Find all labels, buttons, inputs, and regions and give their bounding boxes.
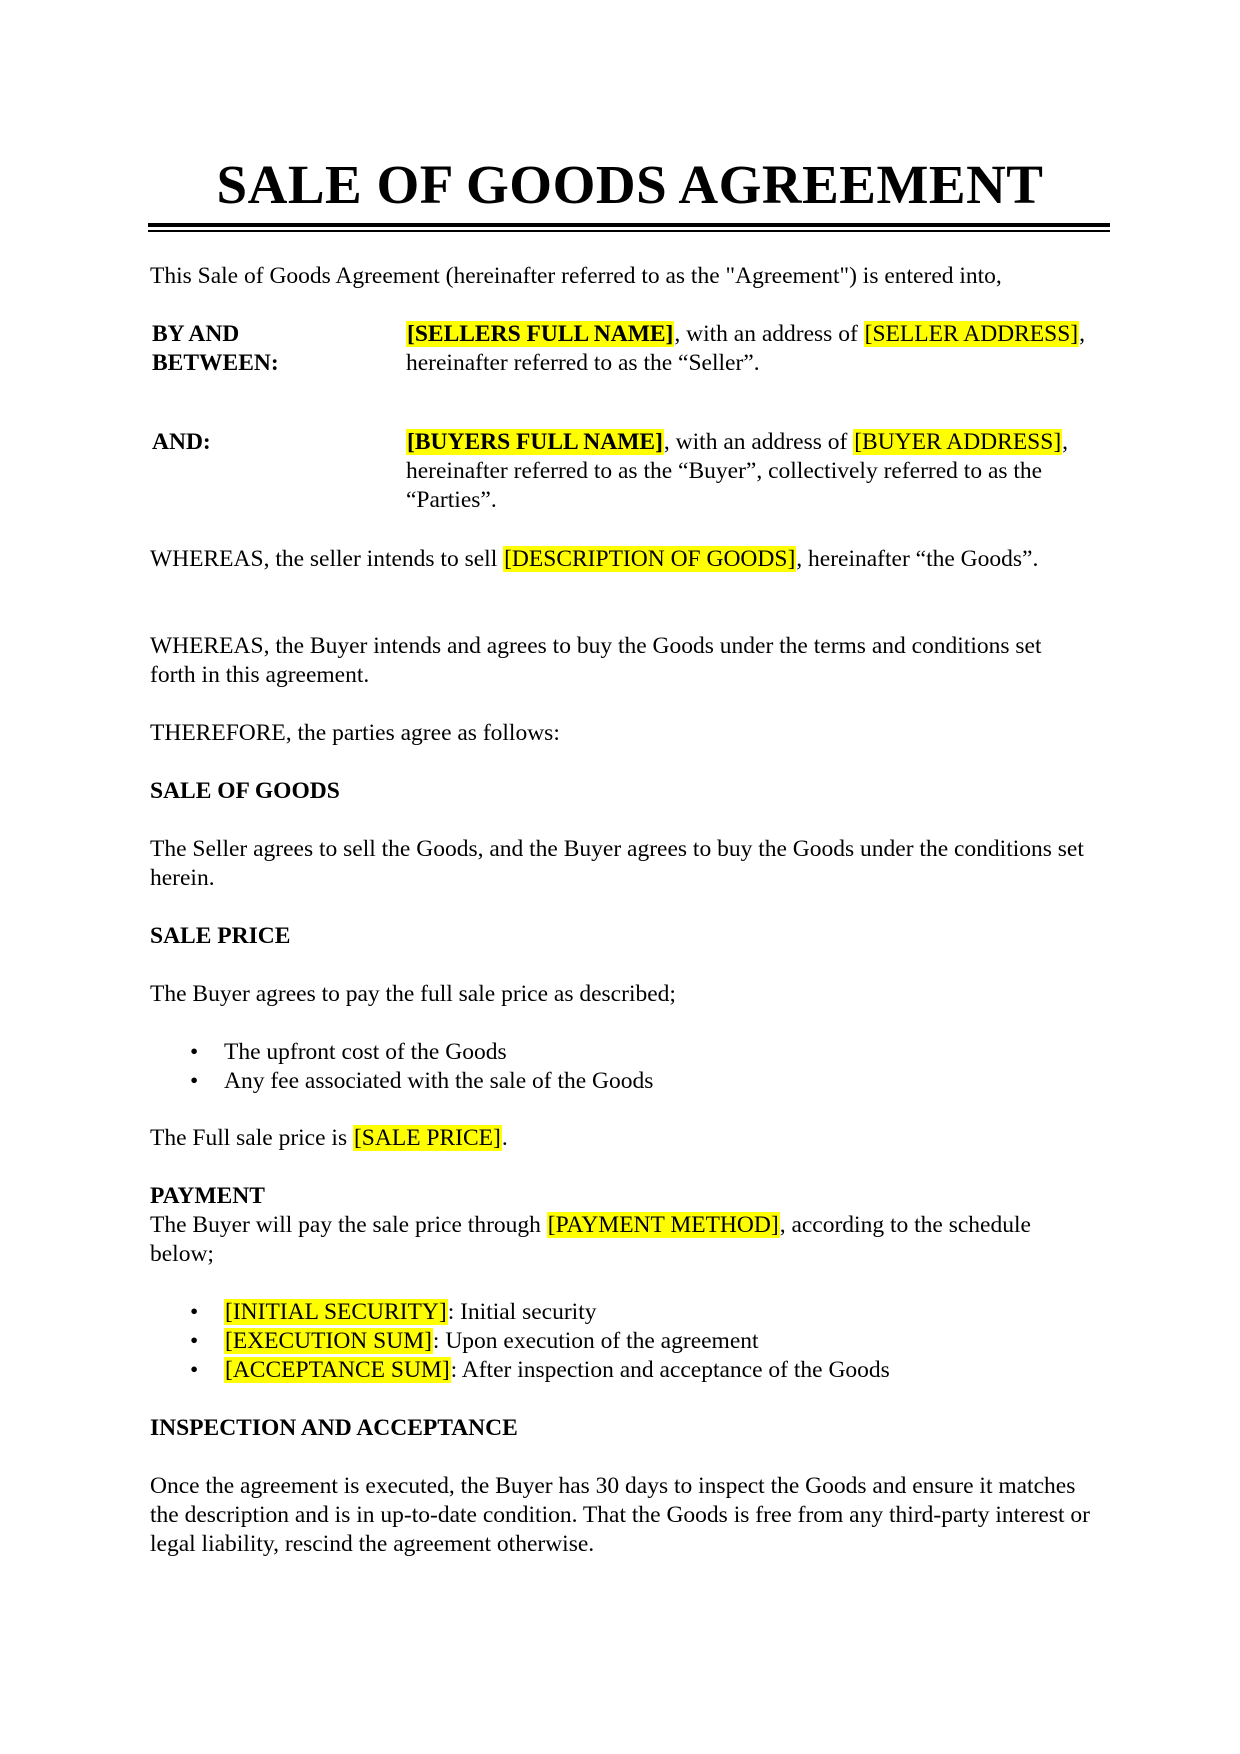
seller-name-placeholder: [SELLERS FULL NAME] <box>407 321 674 347</box>
payment-schedule-list <box>186 1298 1086 1385</box>
seller-paragraph <box>406 320 1086 378</box>
title-rule-thin <box>148 230 1110 232</box>
full-sale-price-paragraph <box>150 1124 1090 1153</box>
list-item <box>186 1298 1086 1327</box>
list-item-text: The upfront cost of the Goods <box>224 1039 507 1065</box>
payment-text-a: The Buyer will pay the sale price through <box>150 1212 547 1238</box>
sale-of-goods-heading: SALE OF GOODS <box>150 778 340 804</box>
buyer-label: AND: <box>152 429 211 455</box>
sale-price-bullet-list <box>186 1038 1086 1096</box>
intro-paragraph: This Sale of Goods Agreement (hereinafter referred to as the "Agreement") is entered into, <box>150 263 1002 289</box>
document-title: SALE OF GOODS AGREEMENT <box>216 154 1044 215</box>
execution-sum-placeholder: [EXECUTION SUM] <box>225 1328 432 1354</box>
bullet-icon: • <box>190 1328 199 1354</box>
sale-price-placeholder: [SALE PRICE] <box>353 1125 501 1151</box>
buyer-text-1: , with an address of <box>663 429 854 455</box>
schedule-desc: : Initial security <box>447 1299 597 1325</box>
title-rule-thick <box>148 223 1110 227</box>
full-price-text-b: . <box>501 1125 508 1151</box>
buyer-address-placeholder: [BUYER ADDRESS] <box>854 429 1062 455</box>
payment-heading: PAYMENT <box>150 1183 265 1209</box>
list-item <box>186 1038 1086 1067</box>
acceptance-sum-placeholder: [ACCEPTANCE SUM] <box>225 1357 450 1383</box>
payment-method-placeholder: [PAYMENT METHOD] <box>547 1212 779 1238</box>
payment-text-b: , according to the schedule below; <box>150 1212 1031 1267</box>
whereas-paragraph-1 <box>150 545 1090 574</box>
therefore-paragraph: THEREFORE, the parties agree as follows: <box>150 720 560 746</box>
bullet-icon: • <box>190 1068 199 1094</box>
bullet-icon: • <box>190 1357 199 1383</box>
buyer-paragraph <box>406 428 1086 515</box>
list-item <box>186 1327 1086 1356</box>
schedule-desc: : Upon execution of the agreement <box>432 1328 759 1354</box>
sale-price-body: The Buyer agrees to pay the full sale price as described; <box>150 981 676 1007</box>
list-item-text: Any fee associated with the sale of the Goods <box>224 1068 654 1094</box>
buyer-text-2: , hereinafter referred to as the “Buyer”, collectively referred to as the “Parties”. <box>406 429 1069 513</box>
seller-address-placeholder: [SELLER ADDRESS] <box>864 321 1079 347</box>
payment-body <box>150 1211 1090 1269</box>
seller-text-1: , with an address of <box>674 321 864 347</box>
inspection-body: Once the agreement is executed, the Buyer has 30 days to inspect the Goods and ensure it matches the description and is in up-to-date condition. That the Goods is free from any third-party interest or legal liability, rescind the agreement otherwise. <box>150 1473 1090 1557</box>
inspection-heading: INSPECTION AND ACCEPTANCE <box>150 1415 518 1441</box>
schedule-desc: : After inspection and acceptance of the Goods <box>450 1357 890 1383</box>
whereas-1-text-b: , hereinafter “the Goods”. <box>796 546 1039 572</box>
list-item <box>186 1356 1086 1385</box>
whereas-1-text-a: WHEREAS, the seller intends to sell <box>150 546 504 572</box>
whereas-paragraph-2: WHEREAS, the Buyer intends and agrees to buy the Goods under the terms and conditions set forth in this agreement. <box>150 633 1042 688</box>
list-item <box>186 1067 1086 1096</box>
seller-text-2: , hereinafter referred to as the “Seller”. <box>406 321 1086 376</box>
sale-price-heading: SALE PRICE <box>150 923 291 949</box>
full-price-text-a: The Full sale price is <box>150 1125 353 1151</box>
bullet-icon: • <box>190 1039 199 1065</box>
goods-description-placeholder: [DESCRIPTION OF GOODS] <box>504 546 796 572</box>
initial-security-placeholder: [INITIAL SECURITY] <box>225 1299 447 1325</box>
sale-of-goods-body: The Seller agrees to sell the Goods, and the Buyer agrees to buy the Goods under the conditions set herein. <box>150 836 1084 891</box>
bullet-icon: • <box>190 1299 199 1325</box>
seller-label: BY AND BETWEEN: <box>152 321 279 376</box>
buyer-name-placeholder: [BUYERS FULL NAME] <box>407 429 663 455</box>
